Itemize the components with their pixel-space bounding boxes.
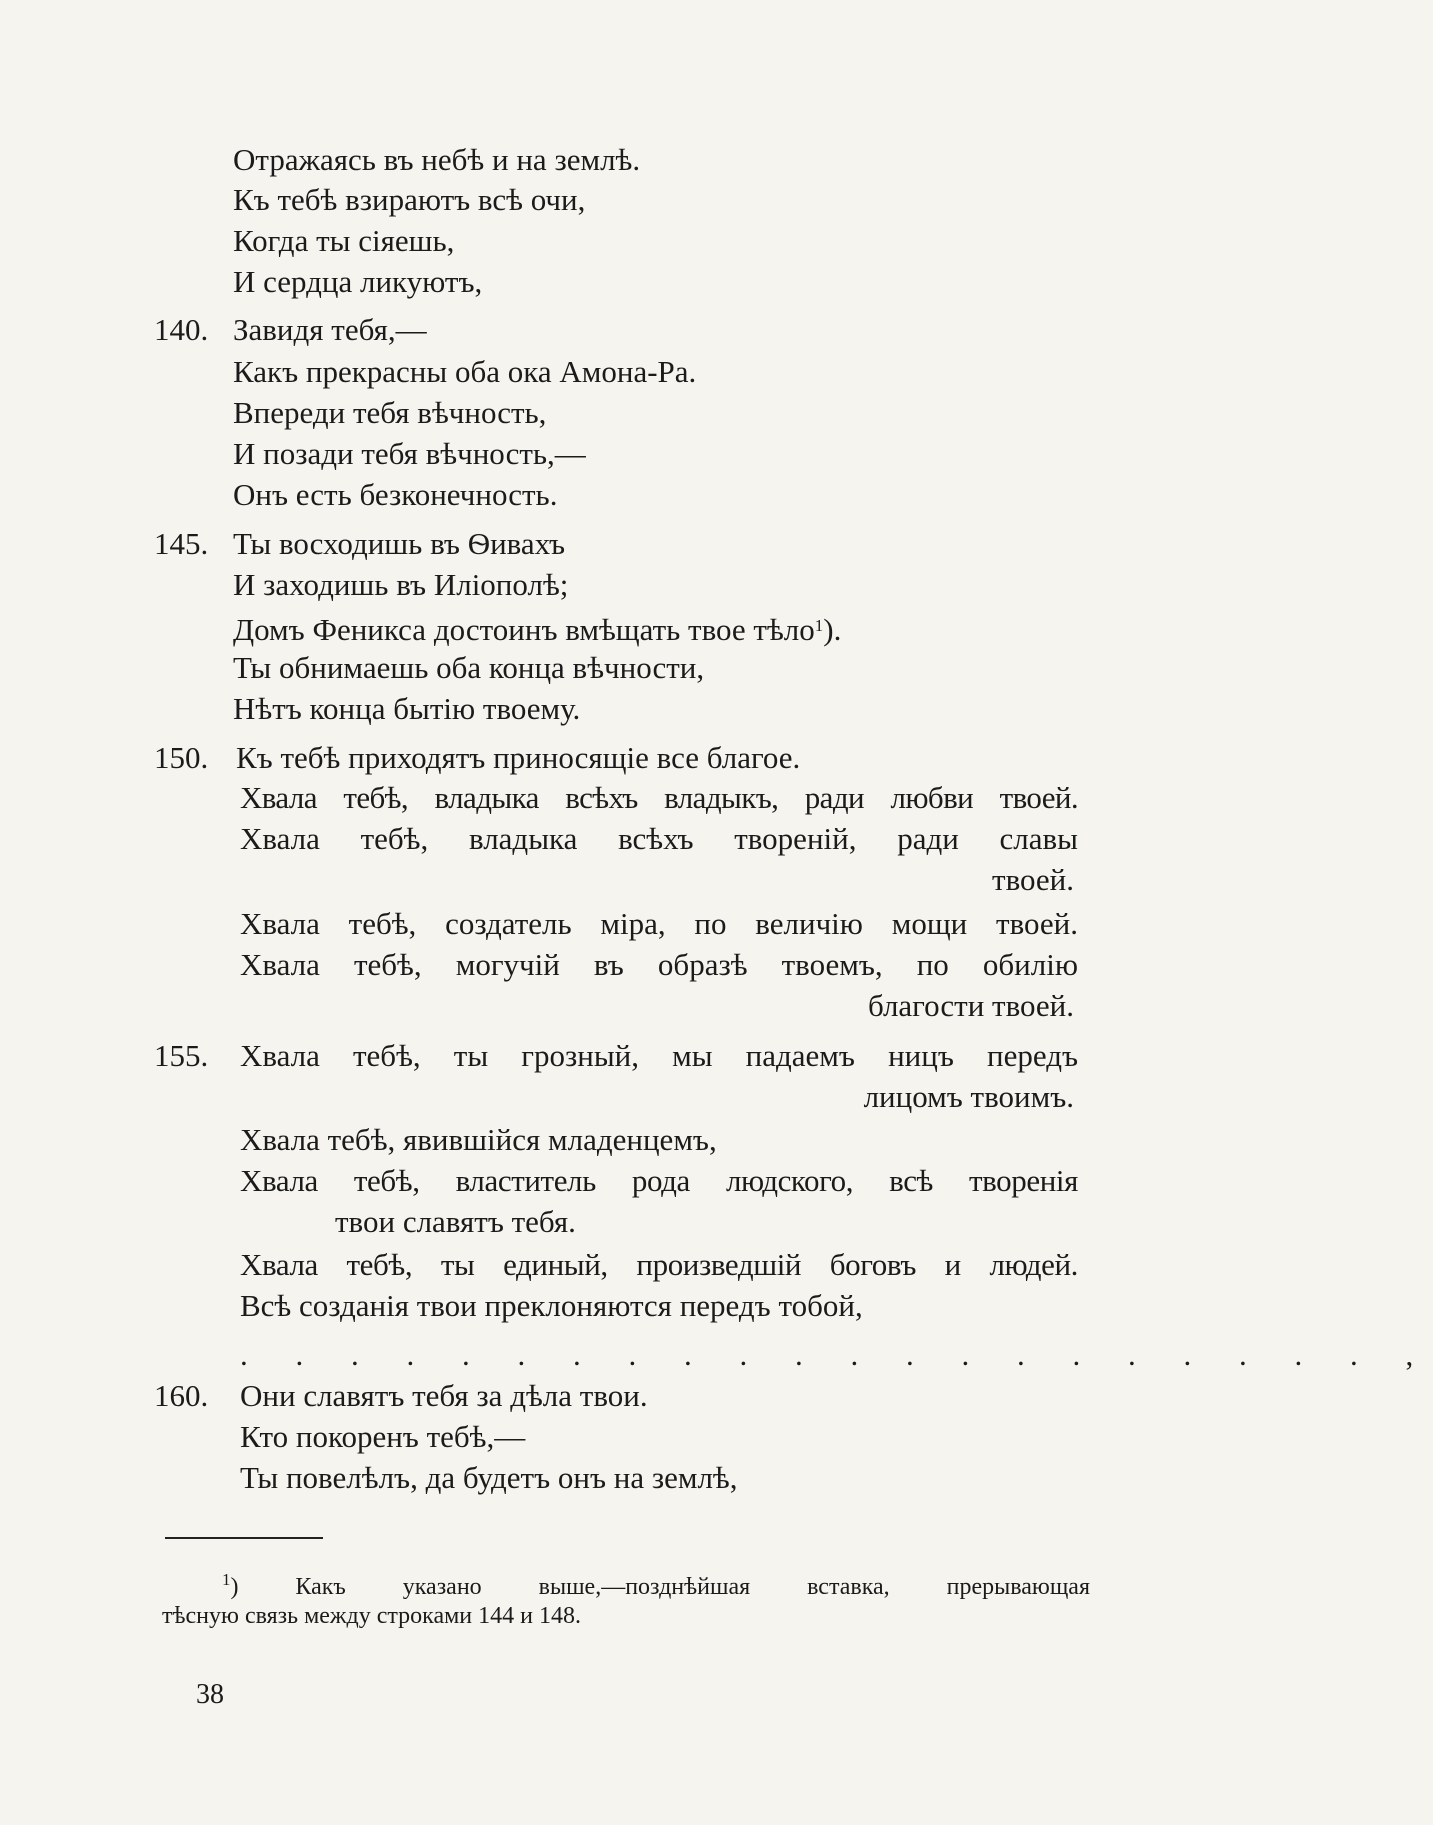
book-page: Отражаясь въ небѣ и на землѣ. Къ тебѣ взираютъ всѣ очи, Когда ты сіяешь, И сердца ликуютъ, 140. Завидя тебя,— Какъ прекрасны оба ока Амона-Ра. Впереди тебя вѣчность, И позади тебя вѣчность,— Онъ есть безконечность. 145. Ты восходишь въ Ѳивахъ И заходишь въ Иліополѣ; Домъ Феникса достоинъ вмѣщать твое тѣло$^1$). Ты обнимаешь оба конца вѣчности, Нѣтъ конца бытію твоему. 150. Къ тебѣ приходятъ приносящіе все благое. Хвала тебѣ, владыка всѣхъ владыкъ, ради любви твоей. Хвала тебѣ, владыка всѣхъ твореній, ради славы твоей. Хвала тебѣ, создатель міра, по величію мощи твоей. Хвала тебѣ, могучій въ образѣ твоемъ, по обилію благости твоей. 155. Хвала тебѣ, ты грозный, мы падаемъ ницъ передъ лицомъ твоимъ. Хвала тебѣ, явившійся младенцемъ, Хвала тебѣ, властитель рода людского, всѣ творенія твои славятъ тебя. Хвала тебѣ, ты единый, произведшій боговъ и людей. Всѣ созданія твои преклоняются передъ тобой, . . . . . . . . . . . . . . . . . . . . . , 160. Они славятъ тебя за дѣла твои. Кто покоренъ тебѣ,— Ты повелѣлъ, да будетъ онъ на землѣ, $^1$) Какъ указано выше,—позднѣйшая вставка, прерывающая тѣсную связь между строками 144 и 148. 38 <box>154 142 1433 1710</box>
line-number: 145. <box>154 526 209 561</box>
line-number: 160. <box>154 1378 209 1413</box>
footnote: $^1$) Какъ указано выше,—позднѣйшая вставка, прерывающая <box>222 1570 1090 1600</box>
footnote-mark: 1 <box>222 1570 231 1589</box>
line-number: 140. <box>154 312 209 347</box>
footnote-divider <box>165 1537 323 1539</box>
line-number: 155. <box>154 1038 209 1073</box>
line-number: 150. <box>154 740 209 775</box>
page-number: 38 <box>196 1679 224 1710</box>
footnote-continuation: тѣсную связь между строками 144 и 148. <box>162 1603 581 1629</box>
ellipsis-row: . . . . . . . . . . . . . . . . . . . . . , <box>240 1337 1433 1372</box>
footnote-reference: 1 <box>814 616 824 635</box>
